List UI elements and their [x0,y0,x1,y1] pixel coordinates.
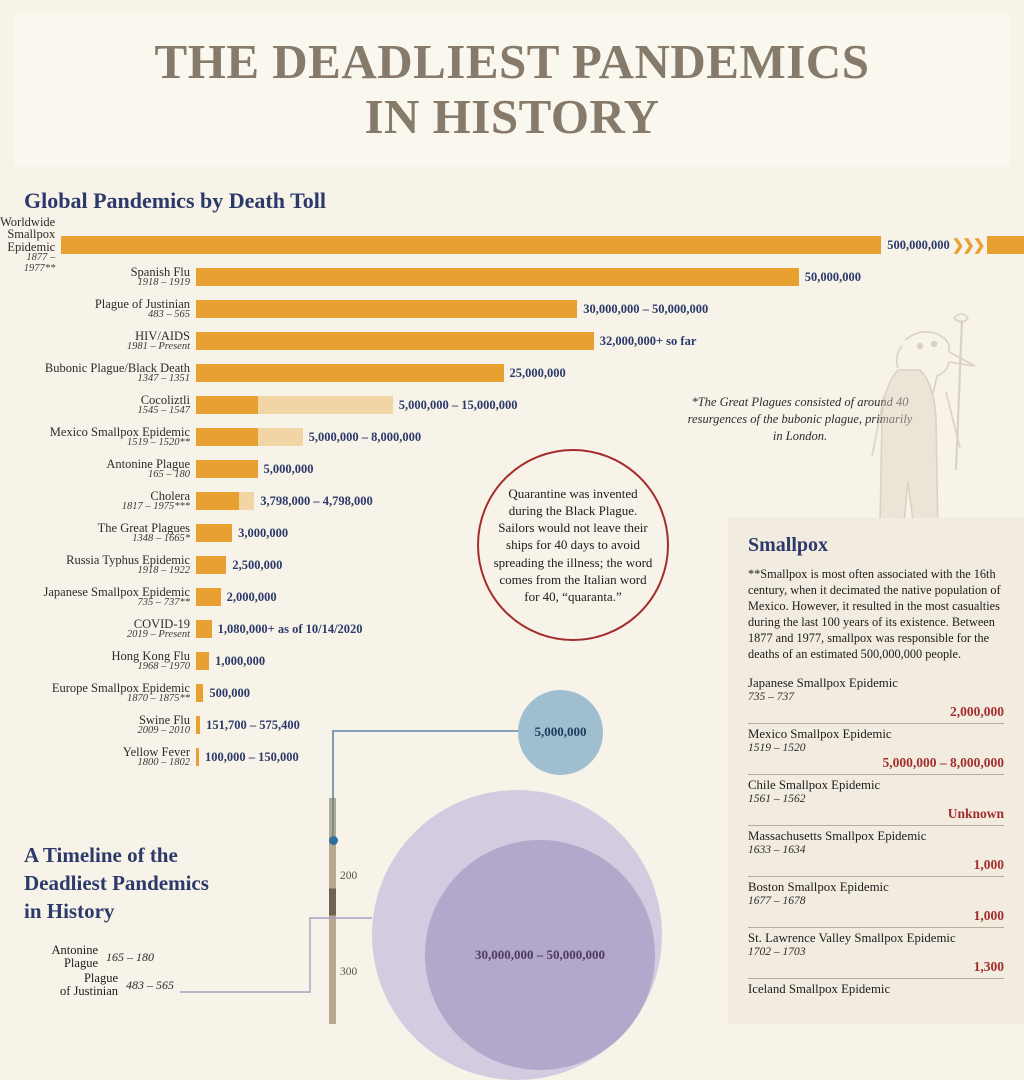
smallpox-item-value: Unknown [947,805,1004,821]
bar-value-label: 1,000,000 [215,653,266,668]
bar-row-name: HIV/AIDS [135,328,190,343]
smallpox-item-years: 1633 – 1634 [748,843,806,856]
timeline-entry-name-line2: Plague [63,956,98,971]
bar-row-years: 1347 – 1351 [137,373,190,384]
timeline-bubble-antonine [518,690,603,775]
page-title-line1: THE DEADLIEST PANDEMICS [154,34,870,90]
timeline-entry-years: 483 – 565 [126,977,174,992]
timeline-dot-antonine [329,836,338,845]
quarantine-text: Quarantine was invented during the Black Plague. Sailors would not leave their ships for 40 days to avoid spreading the illness; the word comes from the Italian word for 40, “quaranta.” [493,485,653,605]
smallpox-item-years: 1519 – 1520 [748,741,806,754]
smallpox-item-value: 1,000 [973,907,1004,923]
smallpox-item-years: 1702 – 1703 [748,945,806,958]
smallpox-panel-title: Smallpox [748,534,829,556]
bar-value-label: 1,080,000+ as of 10/14/2020 [217,621,363,636]
bar-row-years: 1918 – 1919 [137,277,190,288]
bar-row-name: Cholera [150,488,190,503]
bar-row-years: 735 – 737** [137,597,190,608]
bar-value-label: 2,000,000 [226,589,277,604]
timeline-title-line1: A Timeline of the [24,843,178,867]
bar-row-name: COVID-19 [133,616,190,631]
timeline-title-line3: in History [24,898,115,923]
bar-row-years: 1348 – 1665* [132,533,190,544]
bar-value-label: 5,000,000 [263,461,314,476]
timeline-entry-name-line2: of Justinian [60,984,118,999]
bar-row-name: Bubonic Plague/Black Death [44,360,190,375]
timeline-axis-tick-300: 300 [340,966,358,978]
bar-row-name: Yellow Fever [122,744,190,759]
page-title-line2: IN HISTORY [364,89,660,144]
bar-value-label: 5,000,000 – 15,000,000 [398,397,518,412]
bar-row-years: 1870 – 1875** [127,693,190,704]
smallpox-item-name: Massachusetts Smallpox Epidemic [748,828,927,843]
bar-row-years: 2019 – Present [126,629,190,640]
smallpox-item-value: 5,000,000 – 8,000,000 [882,754,1004,770]
smallpox-item-value: 2,000,000 [950,703,1004,719]
smallpox-item-years: 1677 – 1678 [748,894,806,907]
bar-value-label: 500,000,000 [887,237,950,252]
bar-row-years: 1545 – 1547 [137,405,190,416]
bar-row-name: The Great Plagues [97,520,190,535]
bar-value-label: 32,000,000+ so far [599,333,697,348]
timeline-title-line2: Deadliest Pandemics [24,870,209,895]
bar-row-name: Hong Kong Flu [111,648,190,663]
bar-row-years: 165 – 180 [148,469,190,480]
smallpox-item-years: 1561 – 1562 [748,792,806,805]
bar-row-years: 1877 – 1977** [23,252,56,274]
bar-row-years: 1981 – Present [126,341,190,352]
bar-row-name: Russia Typhus Epidemic [66,552,190,567]
timeline-entry-years: 165 – 180 [106,949,154,964]
smallpox-item-years: 735 – 737 [748,690,794,703]
bar-value-label: 500,000 [209,685,250,700]
bar-value-label: 3,798,000 – 4,798,000 [260,493,373,508]
bar-row-years: 1817 – 1975*** [121,501,190,512]
bar-row-name: Plague of Justinian [94,296,190,311]
bar-row-years: 1519 – 1520** [127,437,190,448]
smallpox-item-name: Mexico Smallpox Epidemic [748,726,892,741]
bar-row-name: Worldwide Smallpox Epidemic [0,214,56,254]
smallpox-item-value: 1,300 [973,958,1004,974]
bar-row-name: Swine Flu [138,712,190,727]
bar-row-years: 1800 – 1802 [137,757,190,768]
bar-row-name: Mexico Smallpox Epidemic [49,424,190,439]
bar-value-label: 5,000,000 – 8,000,000 [308,429,422,444]
bar-row-years: 1968 – 1970 [137,661,190,672]
bar-row-name: Cocoliztli [140,392,190,407]
bar-row-years: 2009 – 2010 [137,725,190,736]
bar-row-name: Japanese Smallpox Epidemic [43,584,190,599]
bar-overflow-chevron-icon: ❯❯❯ [951,237,984,254]
bar-value-label: 25,000,000 [509,365,566,380]
bar-row-years: 483 – 565 [148,309,190,320]
great-plagues-note: *The Great Plagues consisted of around 40 resurgences of the bubonic plague, primarily in London. [687,395,913,443]
timeline-entry-name-line1: Plague [83,971,118,985]
smallpox-item-name: St. Lawrence Valley Smallpox Epidemic [748,930,956,945]
smallpox-list-item-cut: Iceland Smallpox Epidemic [748,981,891,996]
timeline-axis-tick-200: 200 [340,870,358,882]
section-title: Global Pandemics by Death Toll [24,188,326,213]
bar-value-label: 30,000,000 – 50,000,000 [583,301,709,316]
bar-row-years: 1918 – 1922 [137,565,190,576]
bar-value-label: 50,000,000 [804,269,861,284]
smallpox-panel-blurb: **Smallpox is most often associated with the 16th century, when it decimated the native population of Mexico. However, it resulted in the most casualties during the last 100 years of its existence. Between 1877 and 1977, smallpox was responsible for the deaths of an estimated 500,000,000 people. [748,567,1001,661]
smallpox-item-name: Boston Smallpox Epidemic [748,879,889,894]
bar-value-label: 2,500,000 [232,557,283,572]
bar-value-label: 3,000,000 [238,525,289,540]
bar-value-label: 151,700 – 575,400 [206,717,300,732]
bar-row-name: Spanish Flu [130,264,190,279]
timeline-entry-name-line1: Antonine [51,943,98,957]
timeline-bubble-justinian [425,840,655,1070]
bar-row-name: Antonine Plague [106,456,190,471]
bar-value-label: 100,000 – 150,000 [205,749,299,764]
timeline-bubble-label: 30,000,000 – 50,000,000 [475,946,605,962]
smallpox-item-name: Chile Smallpox Epidemic [748,777,881,792]
smallpox-item-name: Japanese Smallpox Epidemic [748,675,898,690]
bar-row-name: Europe Smallpox Epidemic [51,680,190,695]
smallpox-item-value: 1,000 [973,856,1004,872]
timeline-bubble-label: 5,000,000 [534,724,587,740]
